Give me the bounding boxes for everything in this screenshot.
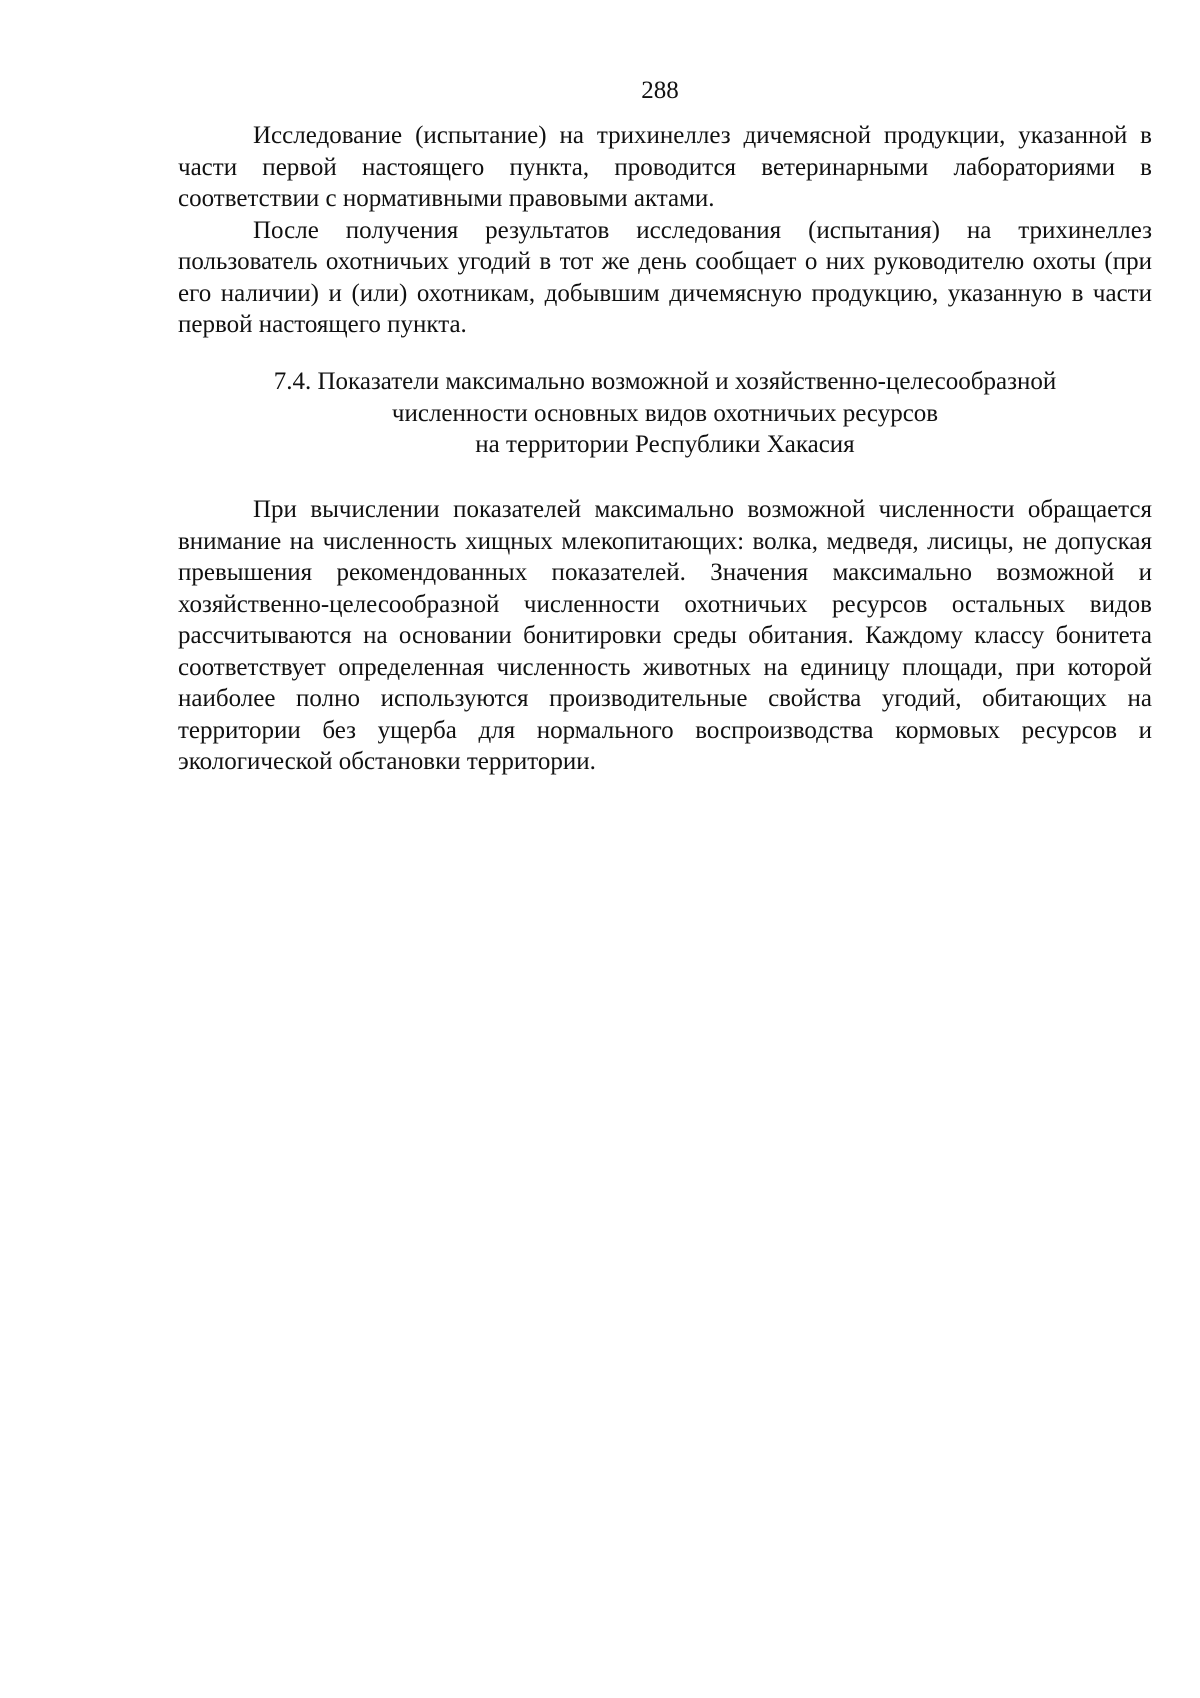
body-text-top: [178, 120, 1152, 341]
page-number: 288: [641, 77, 679, 104]
paragraph-trichinosis-testing: Исследование (испытание) на трихинеллез дичемясной продукции, указанной в части первой настоящего пункта, проводится ветеринарными лабораториями в соответствии с нормативными правовыми актами.: [178, 122, 1152, 212]
paragraph-results-notification: После получения результатов исследования (испытания) на трихинеллез пользователь охотничьих угодий в тот же день сообщает о них руководителю охоты (при его наличии) и (или) охотникам, добывшим дичемясную продукцию, указанную в части первой настоящего пункта.: [178, 216, 1152, 338]
section-heading: [178, 366, 1152, 461]
section-heading-line: 7.4. Показатели максимально возможной и хозяйственно-целесообразной: [273, 368, 1057, 395]
section-heading-line: численности основных видов охотничьих ресурсов: [391, 399, 939, 427]
section-heading-line: на территории Республики Хакасия: [475, 431, 855, 458]
body-text-section: [178, 494, 1152, 778]
paragraph-population-indicators: При вычислении показателей максимально возможной численности обращается внимание на численность хищных млекопитающих: волка, медведя, лисицы, не допуская превышения рекомендованных показателей. Значения максимально возможной и хозяйственно-целесообразной численности охотничьих ресурсов остальных видов рассчитываются на основании бонитировки среды обитания. Каждому классу бонитета соответствует определенная численность животных на единицу площади, при которой наиболее полно используются производительные свойства угодий, обитающих на территории без ущерба для нормального воспроизводства кормовых ресурсов и экологической обстановки территории.: [178, 496, 1152, 775]
